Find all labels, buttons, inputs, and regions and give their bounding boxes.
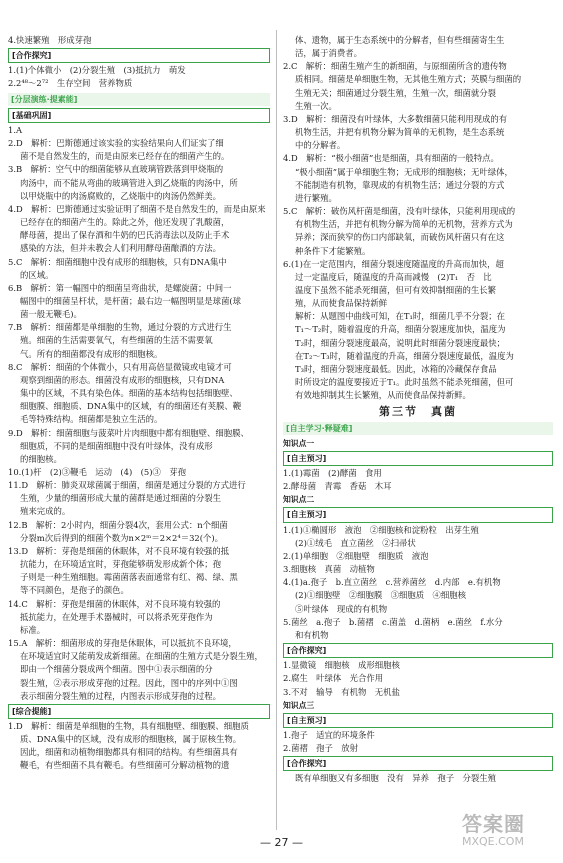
text-line: 和有机物 xyxy=(295,629,329,640)
text-line: 表示细菌分裂生殖的过程，内图表示形成芽孢的过程。 xyxy=(20,690,221,701)
text-line: 12.B 解析：2小时内，细菌分裂4次，套用公式：n个细菌 xyxy=(8,519,228,530)
text-line: 异养；深而狭窄的伤口内部缺氧，而破伤风杆菌只有在这 xyxy=(295,232,505,243)
text-line: 生殖一次。 xyxy=(295,100,337,111)
text-line: ⑤叶绿体 现成的有机物 xyxy=(295,603,388,614)
subsection-label: [合作探究] xyxy=(283,643,553,658)
text-line: 3.B 解析：空气中的细菌能够从直玻璃管跌落到甲烧瓶的 xyxy=(8,164,224,175)
text-line: 机物生活，并把有机物分解为简单的无机物，是生态系统 xyxy=(295,127,505,138)
text-line: 因此，细菌和动植物细胞都具有相同的结构。有些细菌具有 xyxy=(20,747,238,758)
text-line: 生殖，少量的细菌形成大量的菌群是通过细菌的分裂生 xyxy=(20,493,221,504)
text-line: 1.(1)①椭圆形 液泡 ②细胞核和淀粉粒 出芽生殖 xyxy=(283,524,479,535)
text-line: 抗能力，在环境适宜时，芽孢能够萌发形成新个体；孢 xyxy=(20,559,221,570)
text-line: 殖，从而使食品保持新鲜 xyxy=(295,298,388,309)
text-line: 集中的区域，不具有染色体。细菌的基本结构包括细胞壁、 xyxy=(20,388,238,399)
subsection-label: [综合提能] xyxy=(8,704,270,719)
text-line: 3.细胞核 真菌 动植物 xyxy=(283,564,375,575)
text-line: 体、遗物，属于生态系统中的分解者，但有些细菌寄生生 xyxy=(295,35,505,45)
watermark-sub: MXQE.COM xyxy=(462,835,524,848)
text-line: 标准。 xyxy=(20,624,46,635)
text-line: 裂生殖，②表示形成芽孢的过程。因此，图中的序列中①图 xyxy=(20,677,238,688)
text-line: 殖。细菌的生活需要氧气，有些细菌的生活不需要氧 xyxy=(20,335,213,346)
text-line: 15.A 解析：细菌形成的芽孢是休眠体，可以抵抗不良环境， xyxy=(8,638,237,649)
text-line: 4.D 解析：巴斯德通过实验证明了细菌不是自然发生的，而是由原来 xyxy=(8,203,266,214)
text-line: 以甲烧瓶中的肉汤腐败的，乙烧瓶中的肉汤仍然鲜美。 xyxy=(20,190,221,201)
text-line: 10.(1)杆 (2)③鞭毛 运动 (4) (5)③ 芽孢 xyxy=(8,467,187,477)
text-line: 1.显微镜 细胞核 成形细胞核 xyxy=(283,660,400,671)
text-line: 2.菌褶 孢子 放射 xyxy=(283,743,358,754)
text-line: 8.C 解析：细菌的个体微小，只有用高倍显微镜或电镜才可 xyxy=(8,361,232,372)
text-line: T₂时，细菌分裂速度最高，说明此时细菌分裂速度最快； xyxy=(295,337,505,348)
text-line: 进行繁殖。 xyxy=(295,192,337,203)
text-line: 9.D 解析：细菌细胞与菠菜叶片肉细胞中都有细胞壁、细胞膜、 xyxy=(8,427,249,438)
text-line: 1.D 解析：细菌是单细胞的生物，具有细胞壁、细胞膜、细胞质 xyxy=(8,720,249,731)
text-line: 酵母菌，提出了保存酒和牛奶的巴氏消毒法以及防止手术 xyxy=(20,230,230,241)
text-line: 有机物生活，并把有机物分解为简单的无机物，营养方式为 xyxy=(295,219,513,230)
text-line: 2.2⁴⁸～2⁷² 生存空间 营养物质 xyxy=(8,78,133,89)
text-line: 2.(1)单细胞 ②细胞壁 细胞质 液泡 xyxy=(283,550,429,561)
subsection-label: [合作探究] xyxy=(283,756,553,771)
text-line: 1.A xyxy=(8,124,23,135)
text-line: T₁～T₂时，随着温度的升高，细菌分裂速度加快，温度为 xyxy=(295,324,506,335)
text-line: 11.D 解析：肺炎双球菌属于细菌，细菌是通过分裂的方式进行 xyxy=(8,480,246,491)
text-line: 细胞质，不同的是细菌细胞中没有叶绿体，没有成形 xyxy=(20,440,213,451)
text-line: 4.D 解析：“极小细菌”也是细菌，具有细菌的一般特点。 xyxy=(283,153,499,164)
text-line: 在T₂～T₃时，随着温度的升高，细菌分裂速度最低，温度为 xyxy=(295,350,514,361)
text-line: 生殖无关；细菌通过分裂生殖，生殖一次，细菌就分裂 xyxy=(295,87,496,98)
text-line: 菌一般无鞭毛)。 xyxy=(20,309,82,320)
text-line: 不能制造有机物，靠现成的有机物生活；通过分裂的方式 xyxy=(295,179,505,190)
text-line: 6.B 解析：第一幅图中的细菌呈弯曲状，是螺旋菌；中间一 xyxy=(8,282,232,293)
subsection-label: [基础巩固] xyxy=(8,108,270,123)
knowledge-point-label: 知识点二 xyxy=(283,495,315,505)
text-line: 4.(1)a.孢子 b.直立菌丝 c.营养菌丝 d.内部 e.有机物 xyxy=(283,577,501,588)
text-line: 幅图中的细菌呈杆状，是杆菌；最右边一幅图明显是球菌(球 xyxy=(20,295,242,306)
subsection-label: [自主预习] xyxy=(283,713,553,728)
text-line: 活，属于消费者。 xyxy=(295,48,362,59)
text-line: 7.B 解析：细菌都是单细胞的生物，通过分裂的方式进行生 xyxy=(8,322,232,333)
text-line: 既有单细胞又有多细胞 没有 异养 孢子 分裂生殖 xyxy=(295,773,496,784)
text-line: 肉汤中，而不能从弯曲的玻璃管进入到乙烧瓶的肉汤中，所 xyxy=(20,177,238,188)
text-line: 6.(1)在一定范围内，细菌分裂速度随温度的升高而加快，超 xyxy=(283,258,504,269)
text-line: 2.腐生 叶绿体 光合作用 xyxy=(283,673,384,684)
text-line: 毛等特殊结构。细菌都是独立生活的。 xyxy=(20,414,163,425)
text-line: 5.菌丝 a.孢子 b.菌褶 c.菌盖 d.菌柄 e.菌丝 f.水分 xyxy=(283,616,503,627)
text-line: 4.快速繁殖 形成芽孢 xyxy=(8,35,92,45)
text-line: 温度下虽然不能杀死细菌，但可有效抑制细菌的生长繁 xyxy=(295,284,496,295)
text-line: 3.不对 输导 有机物 无机盐 xyxy=(283,686,400,697)
text-line: 种条件下才能繁殖。 xyxy=(295,245,371,256)
text-line: 菌不是自然发生的，而是由原来已经存在的细菌产生的。 xyxy=(20,151,230,162)
text-line: (2)①细胞壁 ②细胞膜 ③细胞质 ④细胞核 xyxy=(295,590,466,601)
text-line: 5.C 解析：破伤风杆菌是细菌，没有叶绿体，只能利用现成的 xyxy=(283,206,516,217)
text-line: 1.(1)个体微小 (2)分裂生殖 (3)抵抗力 萌发 xyxy=(8,65,186,76)
text-line: 抵抗能力，在处理手术器械时，可以将杀死芽孢作为 xyxy=(20,611,213,622)
text-line: 子则是一种生殖细胞。霉菌菌落表面通常有红、褐、绿、黑 xyxy=(20,572,238,583)
text-line: T₃时，细菌分裂速度最低。因此，冰箱的冷藏保存食品 xyxy=(295,363,497,374)
text-line: 质、DNA集中的区域，没有成形的细胞核，属于原核生物。 xyxy=(20,734,242,745)
text-line: 中的分解者。 xyxy=(295,140,346,151)
text-line: 分裂m次后得到的细菌个数为n×2ᵐ＝2×2⁴＝32(个)。 xyxy=(20,532,224,543)
text-line: 过一定温度后，随温度的升高而减慢 (2)T₁ 否 比 xyxy=(295,271,492,282)
text-line: 解析：从题图中曲线可知，在T₁时，细菌几乎不分裂；在 xyxy=(295,311,505,322)
text-line: 的细胞核。 xyxy=(20,453,62,464)
section-title: 第三节 真菌 xyxy=(379,405,457,419)
text-line: 的区域。 xyxy=(20,269,54,280)
text-line: 有效地抑制其生长繁殖，从而使食品保持新鲜。 xyxy=(295,390,471,401)
subsection-label: [合作探究] xyxy=(8,48,270,63)
section-banner: [分层演练·提素能] xyxy=(8,93,270,106)
text-line: 1.孢子 适宜的环境条件 xyxy=(283,729,375,740)
text-line: 3.D 解析：细菌没有叶绿体，大多数细菌只能利用现成的有 xyxy=(283,113,508,124)
text-line: 质相同。细菌是单细胞生物，无其他生殖方式；英膜与细菌的 xyxy=(295,74,522,85)
text-line: 殖来完成的。 xyxy=(20,506,71,517)
text-line: 气。所有的细菌都没有成形的细胞核。 xyxy=(20,348,163,359)
text-line: 鞭毛，有些细菌不具有鞭毛。有些细菌可分解动植物的遗 xyxy=(20,760,230,771)
right-column xyxy=(283,34,553,786)
text-line: 14.C 解析：芽孢是细菌的休眠体，对不良环境有较强的 xyxy=(8,598,221,609)
text-line: 等不同颜色，是孢子的颜色。 xyxy=(20,585,129,596)
text-line: 已经存在的细菌产生的。除此之外，他还发现了乳酸菌， xyxy=(20,217,230,228)
column-divider xyxy=(276,30,277,830)
left-column xyxy=(8,34,270,773)
text-line: 感染的方法，但并未教会人们利用酵母菌酿酒的方法。 xyxy=(20,243,221,254)
section-banner: [自主学习·释疑难] xyxy=(283,422,553,435)
text-line: 2.D 解析：巴斯德通过该实验的实验结果向人们证实了细 xyxy=(8,138,224,149)
text-line: 时所设定的温度要接近于T₁。此时虽然不能杀死细菌，但可 xyxy=(295,377,514,388)
text-line: 13.D 解析：芽孢是细菌的休眠体，对不良环境有较强的抵 xyxy=(8,545,230,556)
knowledge-point-label: 知识点三 xyxy=(283,700,315,710)
subsection-label: [自主预习] xyxy=(283,507,553,522)
page-number: — 27 — xyxy=(260,836,303,849)
text-line: 2.酵母菌 青霉 香菇 木耳 xyxy=(283,481,392,492)
text-line: (2)①绒毛 直立菌丝 ②扫帚状 xyxy=(295,537,416,548)
text-line: 5.C 解析：细菌细胞中没有成形的细胞核，只有DNA集中 xyxy=(8,256,227,267)
subsection-label: [自主预习] xyxy=(283,451,553,466)
text-line: “极小细菌”属于单细胞生物；无成形的细胞核；无叶绿体， xyxy=(295,166,513,177)
text-line: 即由一个细菌分裂成两个细菌。图中①表示细菌的分 xyxy=(20,664,213,675)
knowledge-point-label: 知识点一 xyxy=(283,438,315,448)
text-line: 2.C 解析：细菌生殖产生的新细菌，与原细菌所含的遗传物 xyxy=(283,61,507,72)
text-line: 观察到细菌的形态。细菌没有成形的细胞核，只有DNA xyxy=(20,374,225,385)
text-line: 1.(1)霉菌 (2)酵菌 食用 xyxy=(283,468,382,478)
text-line: 细胞膜、细胞质、DNA集中的区域，有的细菌还有荚膜、鞭 xyxy=(20,401,242,412)
watermark-main: 答案圈 xyxy=(462,812,525,836)
text-line: 在环境适宜时又能萌发成新细菌。在细菌的生殖方式是分裂生殖， xyxy=(20,651,263,662)
